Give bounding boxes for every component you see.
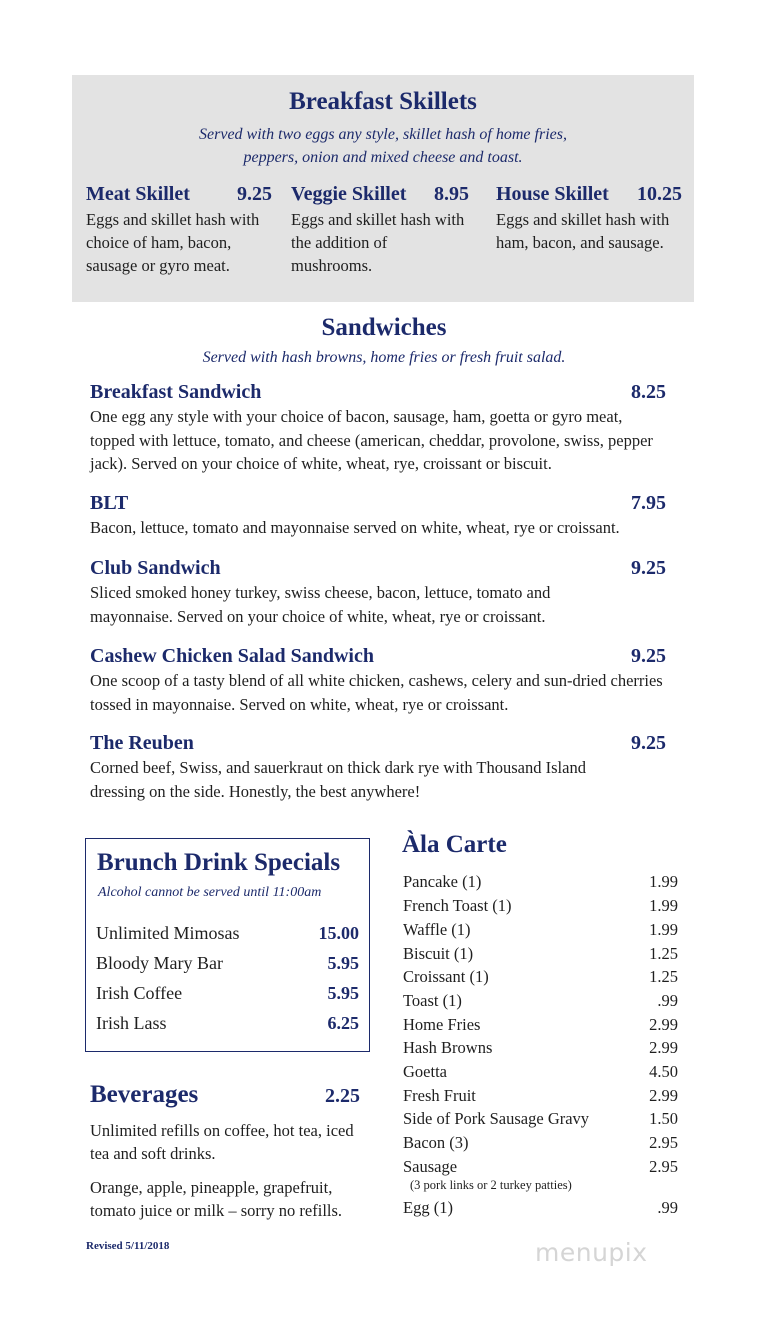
alacarte-item xyxy=(403,896,678,916)
alacarte-item-price: 1.99 xyxy=(649,920,678,939)
drink-item xyxy=(96,983,359,1004)
alacarte-item-name: Croissant (1) xyxy=(403,967,489,986)
alacarte-item-price: 2.99 xyxy=(649,1086,678,1105)
brunch-subtitle: Alcohol cannot be served until 11:00am xyxy=(98,885,322,900)
alacarte-item xyxy=(403,920,678,940)
skillets-subtitle xyxy=(72,123,694,169)
skillet-name: House Skillet xyxy=(496,183,609,205)
sandwich-description: Corned beef, Swiss, and sauerkraut on thick dark rye with Thousand Island dressing on the side. Honestly, the best anywhere! xyxy=(90,758,586,801)
drink-name: Bloody Mary Bar xyxy=(96,953,223,973)
alacarte-item xyxy=(403,1038,678,1058)
alacarte-item xyxy=(403,1157,678,1177)
alacarte-item xyxy=(403,944,678,964)
alacarte-item xyxy=(403,1086,678,1106)
alacarte-item-name: Waffle (1) xyxy=(403,920,471,939)
beverages-price: 2.25 xyxy=(325,1085,360,1107)
sandwich-description: One egg any style with your choice of bacon, sausage, ham, goetta or gyro meat, topped with lettuce, tomato, and cheese (american, cheddar, provolone, swiss, pepper jack). Served on your choice of white, wheat, rye, croissant or biscuit. xyxy=(90,407,653,473)
alacarte-item-name: Side of Pork Sausage Gravy xyxy=(403,1109,590,1128)
skillet-name: Veggie Skillet xyxy=(291,183,407,205)
alacarte-item-price: 2.99 xyxy=(649,1038,678,1057)
alacarte-item-name: Toast (1) xyxy=(403,991,462,1010)
alacarte-item-name: Biscuit (1) xyxy=(403,944,474,963)
alacarte-item-price: 4.50 xyxy=(649,1062,678,1081)
drink-price: 5.95 xyxy=(327,983,359,1003)
skillet-price: 9.25 xyxy=(237,183,272,205)
alacarte-item-price: 1.99 xyxy=(649,872,678,891)
alacarte-item xyxy=(403,1133,678,1153)
sandwich-description: Bacon, lettuce, tomato and mayonnaise served on white, wheat, rye or croissant. xyxy=(90,518,620,537)
sausage-note: (3 pork links or 2 turkey patties) xyxy=(410,1178,572,1192)
sandwich-name: The Reuben xyxy=(90,732,194,754)
brunch-title: Brunch Drink Specials xyxy=(97,849,341,876)
alacarte-item-price: 2.95 xyxy=(649,1157,678,1176)
drink-name: Irish Coffee xyxy=(96,983,183,1003)
sandwich-name: Breakfast Sandwich xyxy=(90,381,262,403)
sandwich-name: Cashew Chicken Salad Sandwich xyxy=(90,645,374,667)
sandwich-price: 9.25 xyxy=(631,732,666,754)
sandwich-price: 7.95 xyxy=(631,492,666,514)
sandwiches-title: Sandwiches xyxy=(321,314,447,341)
menupix-watermark: menupix xyxy=(535,1238,648,1267)
sandwich-item-cashew-chicken xyxy=(90,644,666,716)
drink-price: 6.25 xyxy=(327,1013,359,1033)
alacarte-item xyxy=(403,967,678,987)
sandwiches-subtitle: Served with hash browns, home fries or fresh fruit salad. xyxy=(202,349,566,366)
alacarte-item-name: Bacon (3) xyxy=(403,1133,469,1152)
skillet-item-veggie xyxy=(291,182,469,277)
beverages-refill-text: Unlimited refills on coffee, hot tea, iced tea and soft drinks. xyxy=(90,1121,354,1163)
alacarte-item-price: .99 xyxy=(657,1198,678,1217)
breakfast-skillets-section xyxy=(72,75,694,302)
alacarte-item-price: 2.95 xyxy=(649,1133,678,1152)
sandwich-description: Sliced smoked honey turkey, swiss cheese, bacon, lettuce, tomato and mayonnaise. Served on your choice of white, wheat, rye or croissant. xyxy=(90,583,551,626)
sandwich-name: Club Sandwich xyxy=(90,557,221,579)
alacarte-item-name: Pancake (1) xyxy=(403,872,482,891)
sandwich-item-reuben xyxy=(90,731,666,803)
alacarte-item xyxy=(403,1109,678,1129)
drink-price: 15.00 xyxy=(318,923,359,943)
sandwich-description: One scoop of a tasty blend of all white chicken, cashews, celery and sun-dried cherries tossed in mayonnaise. Served on white, wheat, rye or croissant. xyxy=(90,671,663,714)
alacarte-item xyxy=(403,872,678,892)
alacarte-title: Àla Carte xyxy=(402,831,507,858)
alacarte-item-price: 1.50 xyxy=(649,1109,678,1128)
alacarte-item-price: 1.99 xyxy=(649,896,678,915)
drink-item xyxy=(96,923,359,944)
sandwich-item-blt xyxy=(90,491,666,540)
alacarte-item-name: Hash Browns xyxy=(403,1038,493,1057)
skillets-subtitle-line1: Served with two eggs any style, skillet hash of home fries, xyxy=(199,126,567,143)
alacarte-item-price: 1.25 xyxy=(649,944,678,963)
sandwich-item-breakfast xyxy=(90,380,666,476)
alacarte-item-name: Sausage xyxy=(403,1157,458,1176)
alacarte-item-price: 2.99 xyxy=(649,1015,678,1034)
alacarte-item-name: Home Fries xyxy=(403,1015,481,1034)
brunch-drink-specials-box xyxy=(85,838,370,1052)
skillets-title: Breakfast Skillets xyxy=(289,88,477,115)
drink-name: Unlimited Mimosas xyxy=(96,923,240,943)
alacarte-item-name: Egg (1) xyxy=(403,1198,453,1217)
skillet-price: 8.95 xyxy=(434,183,469,205)
sandwich-price: 9.25 xyxy=(631,557,666,579)
skillet-description: Eggs and skillet hash with ham, bacon, and sausage. xyxy=(496,210,670,252)
skillet-price: 10.25 xyxy=(637,183,682,205)
alacarte-item xyxy=(403,991,678,1011)
alacarte-item-price: 1.25 xyxy=(649,967,678,986)
skillet-item-meat xyxy=(86,182,272,277)
beverages-header xyxy=(90,1081,360,1109)
sandwich-price: 9.25 xyxy=(631,645,666,667)
skillets-subtitle-line2: peppers, onion and mixed cheese and toast. xyxy=(243,149,523,166)
alacarte-item xyxy=(403,1198,678,1218)
drink-price: 5.95 xyxy=(327,953,359,973)
beverages-title: Beverages xyxy=(90,1081,199,1108)
alacarte-item xyxy=(403,1015,678,1035)
alacarte-item-name: Goetta xyxy=(403,1062,447,1081)
skillet-description: Eggs and skillet hash with choice of ham, bacon, sausage or gyro meat. xyxy=(86,210,260,275)
alacarte-item-name: Fresh Fruit xyxy=(403,1086,476,1105)
drink-name: Irish Lass xyxy=(96,1013,167,1033)
drink-item xyxy=(96,1013,359,1034)
skillet-name: Meat Skillet xyxy=(86,183,190,205)
beverages-no-refill-text: Orange, apple, pineapple, grapefruit, tomato juice or milk – sorry no refills. xyxy=(90,1178,343,1220)
revised-date: Revised 5/11/2018 xyxy=(86,1240,170,1252)
sandwich-price: 8.25 xyxy=(631,381,666,403)
alacarte-item-name: French Toast (1) xyxy=(403,896,512,915)
sandwich-item-club xyxy=(90,556,666,628)
alacarte-item-price: .99 xyxy=(657,991,678,1010)
sandwich-name: BLT xyxy=(90,492,129,514)
drink-item xyxy=(96,953,359,974)
skillet-description: Eggs and skillet hash with the addition of mushrooms. xyxy=(291,210,465,275)
skillet-item-house xyxy=(496,182,682,254)
alacarte-item xyxy=(403,1062,678,1082)
